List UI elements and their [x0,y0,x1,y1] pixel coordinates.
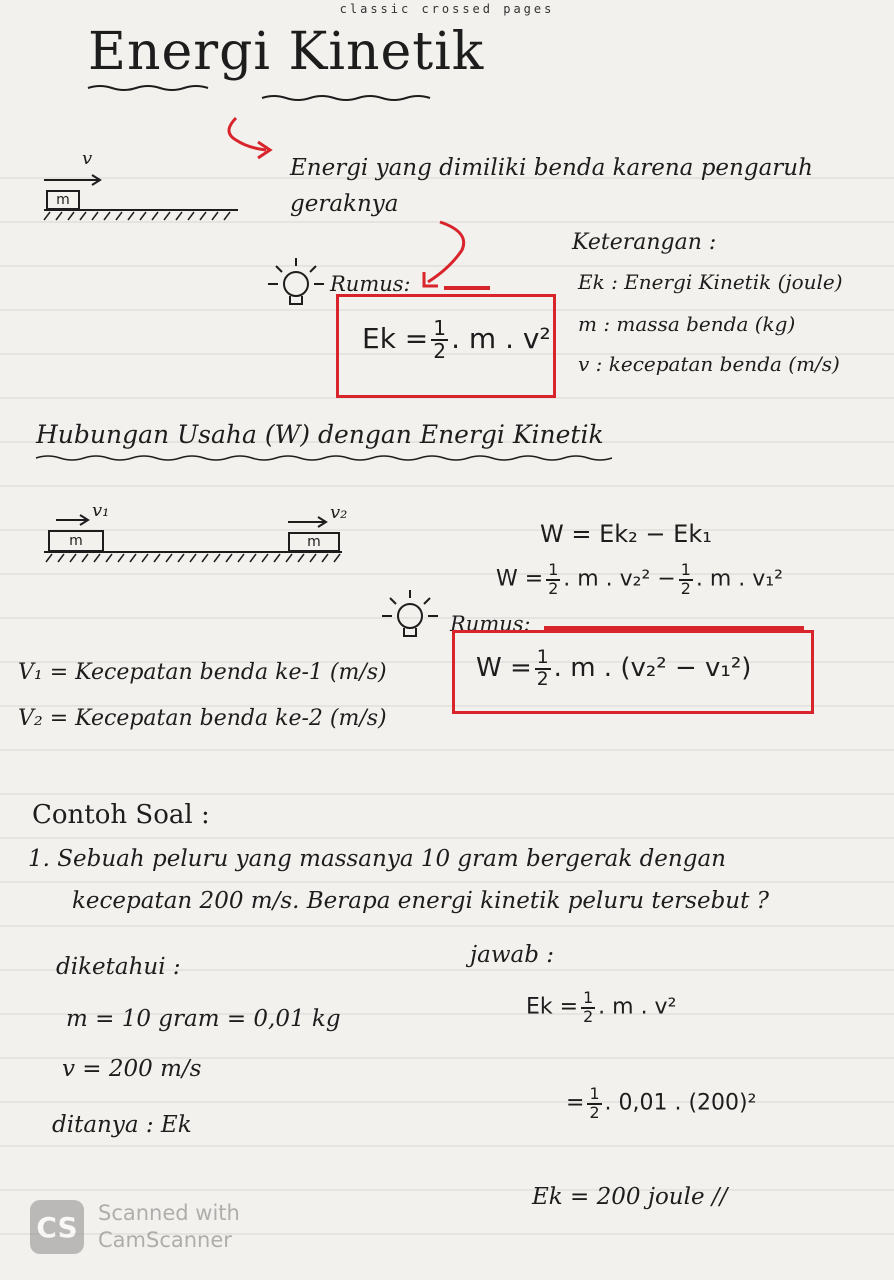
v1-label: v₁ [92,500,110,521]
keterangan-item: Ek : Energi Kinetik (joule) [578,270,843,294]
v2-label: v₂ [330,502,348,523]
mass-block: m [288,532,340,552]
formula-rhs: . m . v² [451,322,551,356]
camscanner-logo: CS [30,1200,84,1254]
rumus-formula: W = $\frac{1}{2}$ . m . (v₂² − v₁²) [476,647,752,690]
given-velocity: v = 200 m/s [62,1056,202,1082]
v1-description: V₁ = Kecepatan benda ke-1 (m/s) [18,660,387,685]
jawab-label: jawab : [470,942,555,968]
watermark-line-1: Scanned with [98,1201,240,1225]
diketahui-label: diketahui : [56,954,181,980]
red-underline [444,286,490,290]
given-mass: m = 10 gram = 0,01 kg [66,1006,341,1032]
question-line-2: kecepatan 200 m/s. Berapa energi kinetik peluru tersebut ? [72,888,770,914]
answer-result: Ek = 200 joule // [532,1184,728,1210]
rumus-formula [362,318,551,362]
equation-1: W = Ek₂ − Ek₁ [540,520,712,548]
answer-step-1: Ek = $\frac{1}{2}$ . m . v² [526,988,677,1026]
notebook-header: classic crossed pages [339,2,555,16]
mass-label: m [56,192,70,208]
rumus-label: Rumus: [330,272,411,296]
section-title: Hubungan Usaha (W) dengan Energi Kinetik [36,420,604,449]
watermark-line-2: CamScanner [98,1228,232,1252]
velocity-label: v [82,148,93,169]
page-title: Energi Kinetik [88,22,485,82]
equation-2: W = $\frac{1}{2}$ . m . v₂² − $\frac{1}{2}$ . m . v₁² [496,560,783,598]
lightbulb-icon [382,590,438,636]
answer-step-2: = $\frac{1}{2}$ . 0,01 . (200)² [566,1084,757,1122]
v2-description: V₂ = Kecepatan benda ke-2 (m/s) [18,706,387,731]
lightbulb-icon [268,258,324,304]
keterangan-item: m : massa benda (kg) [578,312,796,336]
contoh-title: Contoh Soal : [32,800,210,830]
definition-line-2: geraknya [290,191,399,217]
mass-block [46,190,80,210]
keterangan-title: Keterangan : [572,230,717,255]
keterangan-item: v : kecepatan benda (m/s) [578,352,840,376]
formula-lhs: Ek = [362,322,429,356]
rumus-label: Rumus: [450,612,531,636]
ditanya-label: ditanya : Ek [52,1112,192,1138]
question-line-1: 1. Sebuah peluru yang massanya 10 gram bergerak dengan [28,846,726,872]
fraction: $\frac{1}{2}$ [433,316,447,364]
camscanner-watermark [30,1200,240,1254]
mass-block: m [48,530,104,552]
definition-line-1: Energi yang dimiliki benda karena pengaruh [290,155,813,181]
